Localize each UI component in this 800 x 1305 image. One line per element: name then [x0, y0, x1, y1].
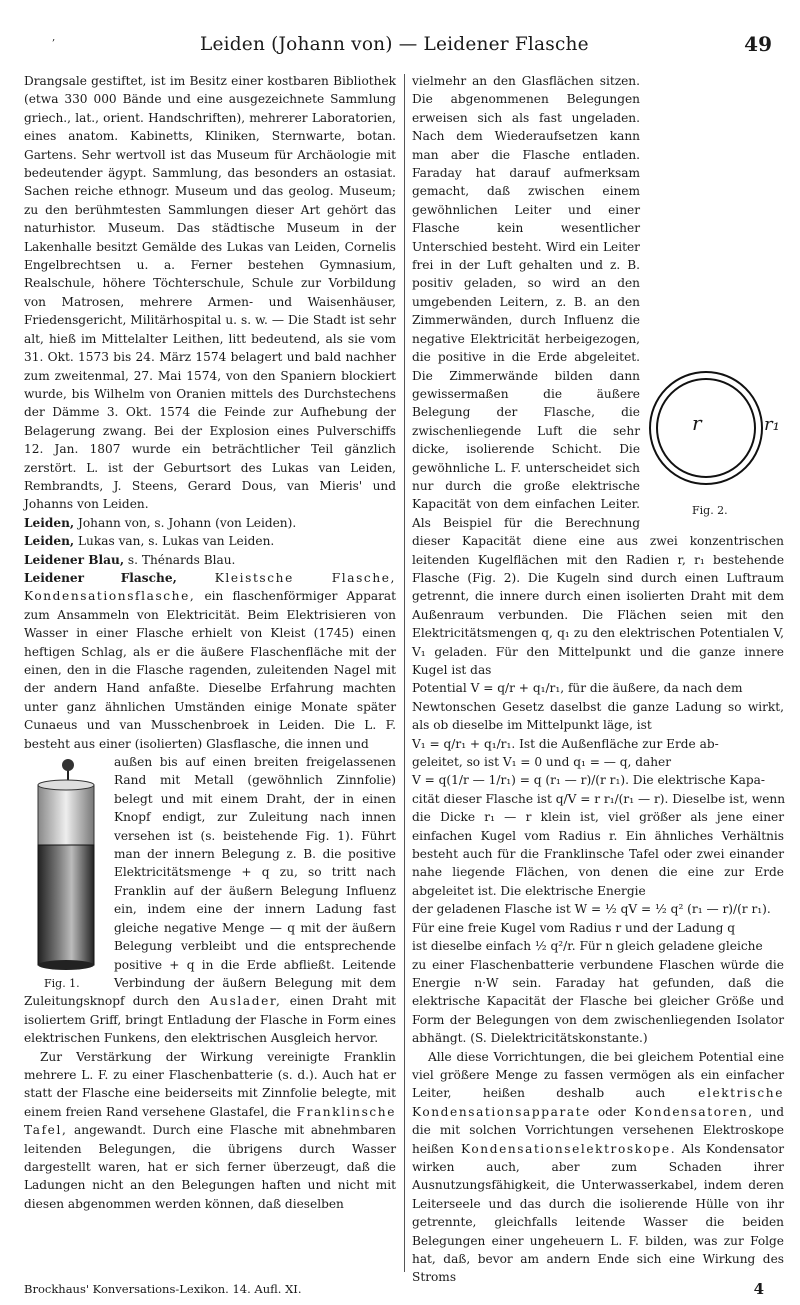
faraday-paragraph: vielmehr an den Glasflächen sitzen. Die abgenommenen Belegungen erweisen sich als fast ungeladen. Nach dem Wiederaufsetzen kann man aber die Flasche entladen. Faraday hat darauf aufmerksam gemacht, daß zwischen einem gewöhnlichen Leiter und einer Flasche kein wesentlicher Unterschied besteht. Wird ein Leiter frei in der Luft gehalten und z. B. positiv geladen, so wird an den umgebenden Leitern, z. B. an den Zimmerwänden, durch Influenz die negative Elektricität herbeigezogen, die positive in die Erde abgeleitet. Die Zimmerwände bilden dann gewissermaßen die äußere Belegung der Flasche, die zwischenliegende Luft die sehr dicke, isolierende Schicht. Die gewöhnliche L. F. unterscheidet sich nur durch die große elektrische Kapacität von dem einfachen Leiter. Als Beispiel für die Berechnung dieser Kapacität diene eine aus zwei konzentrischen leitenden Kugelflächen mit den Radien r, r₁ bestehende Flasche (Fig. 2). Die Kugeln sind durch einen Luftraum getrennt, die innere durch einen isolierten Draht mit dem Außenraum verbunden. Die Flächen seien mit den Elektricitätsmengen q, q₁ zu den elektrischen Potentialen V, V₁ geladen. Für den Mittelpunkt und die ganze innere Kugel ist das [412, 74, 784, 677]
newton-paragraph: Newtonschen Gesetz daselbst die ganze Ladung so wirkt, als ob dieselbe im Mittelpunkt läge, ist [412, 699, 784, 733]
figure-2-caption: Fig. 2. [692, 504, 728, 517]
column-divider [404, 74, 405, 1272]
figure-1-leyden-jar [24, 757, 106, 992]
page-footer [24, 1282, 784, 1302]
headword: Leiden, [24, 534, 75, 549]
formula-energy: der geladenen Flasche ist W = ½ qV = ½ q² (r₁ — r)/(r r₁). [412, 902, 771, 917]
entry-text: Johann von, s. Johann (von Leiden). [74, 515, 297, 530]
entry-text: ein flaschenförmiger Apparat zum Ansammeln von Elektricität. Beim Elektrisieren von Wasser in einer Flasche erhielt von Kleist (1745) einen heftigen Schlag, als er die äußere Flaschenfläche mit der einen, den in die Flasche ragenden, zuleitenden Nagel mit der andern Hand anfaßte. Dieselbe Erfahrung machten unter ganz ähnlichen Umständen einige Monate später Cunaeus und van Musschenbroek in Leiden. Die L. F. besteht aus einer (isolierten) Glasflasche, die innen und [24, 589, 396, 751]
spaced-term: Kondensationselektroskope. [454, 1141, 677, 1156]
condenser-paragraph: Alle diese Vorrichtungen, die bei gleichem Potential eine viel größere Menge zu fassen vermögen als ein einfacher Leiter, heißen deshalb auch elektrische Kondensationsapparate oder Kondensatoren, und die mit solchen Vorrichtungen versehenen Elektroskope heißen Kondensationselektroskope. Als Kondensator wirken auch, aber zum Schaden ihrer Ausnutzungsfähigkeit, die Unterwasserkabel, indem deren Leiterseele und das durch die isolierende Hülle von ihr getrennte, gleichfalls leitende Wasser die beiden Belegungen einer ungeheuern L. F. bilden, was zur Folge hat, daß, bevor am andern Ende sich eine Wirkung des Stroms [412, 1049, 784, 1285]
radius-r1-label: r₁ [764, 414, 780, 435]
headword: Leiden, [24, 515, 75, 530]
entry-text: Lukas van, s. Lukas van Leiden. [74, 534, 275, 549]
formula-capacity: cität dieser Flasche ist q/V = r r₁/(r₁ — r). Dieselbe ist, wenn [412, 791, 786, 806]
footer-imprint: Brockhaus' Konversations-Lexikon. 14. Aufl. XI. [24, 1282, 302, 1296]
running-title: Leiden (Johann von) — Leidener Flasche [200, 34, 589, 55]
formula-earth: geleitet, so ist V₁ = 0 und q₁ = — q, daher [412, 755, 672, 770]
spaced-term: Kleistsche Flasche, Kondensationsflasche, [24, 570, 396, 604]
left-column [24, 72, 396, 1213]
formula-v1: V₁ = q/r₁ + q₁/r₁. Ist die Außenfläche zur Erde ab- [412, 736, 719, 751]
formula-potential: Potential V = q/r + q₁/r₁, für die äußere, da nach dem [412, 681, 743, 696]
entry-leidener-blau [24, 551, 396, 569]
right-column [412, 72, 784, 1287]
spaced-term: Auslader, [199, 994, 282, 1009]
spaced-term: elektrische Kondensationsapparate [412, 1086, 784, 1119]
entry-leidener-flasche [24, 569, 396, 753]
page-header [0, 30, 800, 64]
leiden-city-paragraph: Drangsale gestiftet, ist im Besitz einer kostbaren Bibliothek (etwa 330 000 Bände und eine ausgezeichnete Sammlung griech., lat., orient. Handschriften), mehrerer Laboratorien, eines anatom. Kabinetts, Kliniken, Sternwarte, botan. Gartens. Sehr wertvoll ist das Museum für Archäologie mit bedeutender ägypt. Sammlung, das besonders an ostasiat. Sachen reiche ethnogr. Museum und das geolog. Museum; zu den berühmtesten Sammlungen dieser Art gehört das naturhistor. Museum. Das städtische Museum in der Lakenhalle besitzt Gemälde des Lukas van Leiden, Cornelis Engelbrechtsen u. a. Ferner bestehen Gymnasium, Realschule, höhere Töchterschule, Schule zur Vorbildung von Matrosen, mehrere Armen- und Waisenhäuser, Friedensgericht, Militärhospital u. s. w. — Die Stadt ist sehr alt, hieß im Mittelalter Leithen, litt bedeutend, als sie vom 31. Okt. 1573 bis 24. März 1574 belagert und bald nachher zum zweitenmal, 27. Mai 1574, von den Spaniern blockiert wurde, bis Wilhelm von Oranien mittels des Durchstechens der Dämme 3. Okt. 1574 die Feinde zur Aufhebung der Belagerung zwang. Bei der Explosion eines Pulverschiffs 12. Jan. 1807 wurde ein beträchtlicher Teil gänzlich zerstört. L. ist der Geburtsort des Lukas van Leiden, Rembrandts, J. Steens, Gerard Dous, van Mieris' und Johanns von Leiden. [24, 74, 396, 512]
headword: Leidener Blau, [24, 552, 125, 567]
entry-leiden-johann [24, 514, 396, 532]
figure-1-caption: Fig. 1. [44, 977, 80, 991]
formula-simple: ist dieselbe einfach ½ q²/r. Für n gleich geladene gleiche [412, 939, 763, 954]
leyden-jar-description: außen bis auf einen breiten freigelassenen Rand mit Metall (gewöhnlich Zinnfolie) belegt und mit einem Draht, der in einen Knopf endigt, zur Zuleitung nach innen versehen ist (s. beistehende Fig. 1). Führt man der innern Belegung z. B. die positive Elektricitätsmenge + q zu, so tritt nach Franklin auf der äußern Belegung Influenz ein, indem eine der innern Ladung fast gleiche negative Menge — q mit der äußern Belegung verbleibt und die entsprechende positive + q in die Erde abfließt. Leitende Verbindung der äußern Belegung mit dem Zuleitungsknopf durch den Auslader, einen Draht mit isoliertem Griff, bringt Entladung der Flasche in Form eines elektrischen Funkens, den elektrischen Ausgleich hervor. [24, 755, 397, 1046]
spaced-term: Franklinsche Tafel, [24, 1104, 397, 1138]
headword: Leidener Flasche, [24, 570, 177, 585]
battery-paragraph: zu einer Flaschenbatterie verbundene Flaschen würde die Energie n·W sein. Faraday hat gefunden, daß die elektrische Kapacität der Flasche bei gleicher Größe und Form der Belegungen von dem zwischenliegenden Isolator abhängt. (S. Dielektricitätskonstante.) [412, 957, 784, 1046]
entry-leiden-lukas [24, 532, 396, 550]
entry-text: s. Thénards Blau. [124, 552, 236, 567]
franklin-paragraph: Zur Verstärkung der Wirkung vereinigte Franklin mehrere L. F. zu einer Flaschenbatterie (s. d.). Auch hat er statt der Flasche eine beiderseits mit Zinnfolie belegte, mit einem freien Rand versehene Glastafel, die Franklinsche Tafel, angewandt. Durch eine Flasche mit abnehmbaren leitenden Belegungen, die übrigens durch Wasser dargestellt waren, hat er sich ferner überzeugt, daß die Ladungen nicht an den Belegungen haften und nicht mit diesen abgenommen werden können, daß dieselben [24, 1049, 397, 1211]
formula-free-sphere: Für eine freie Kugel vom Radius r und der Ladung q [412, 920, 735, 935]
spaced-term: Kondensatoren, [625, 1104, 754, 1119]
radius-r-label: r [692, 411, 702, 435]
formula-v: V = q(1/r — 1/r₁) = q (r₁ — r)/(r r₁). Die elektrische Kapa- [412, 773, 765, 788]
leyden-jar-illustration [24, 757, 106, 972]
margin-mark: ‚ [52, 32, 56, 43]
figure-2-concentric-spheres [648, 362, 784, 518]
thickness-paragraph: die Dicke r₁ — r klein ist, viel größer als jene einer einfachen Kugel vom Radius r. Ein ähnliches Verhältnis besteht auch für die Franklinsche Tafel oder zwei einander nahe liegende Flächen, von denen die eine zur Erde abgeleitet ist. Die elektrische Energie [412, 810, 784, 898]
page-number: 49 [744, 32, 772, 56]
signature-mark: 4 [753, 1280, 764, 1298]
